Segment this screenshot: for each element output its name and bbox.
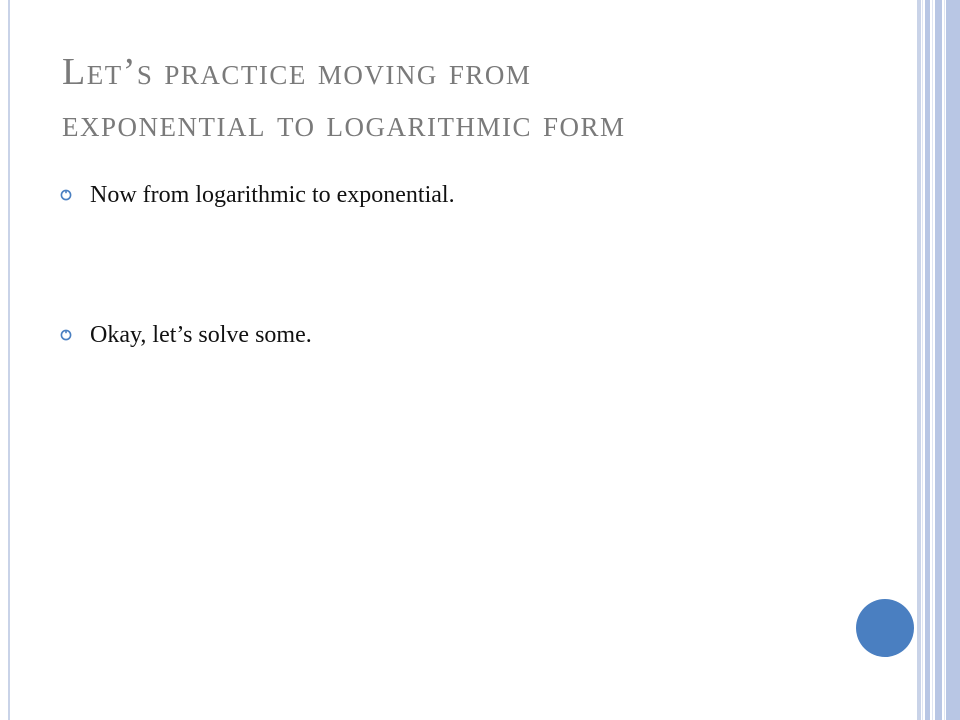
stripe-gap — [932, 0, 933, 720]
slide-title — [62, 46, 882, 150]
slide-title-line-2: exponential to logarithmic form — [62, 103, 626, 145]
bullet-text: Now from logarithmic to exponential. — [90, 182, 455, 208]
bullet-icon — [60, 189, 72, 201]
right-stripe — [917, 0, 921, 720]
accent-circle-icon — [856, 599, 914, 657]
left-frame-line — [8, 0, 10, 720]
bullet-list — [60, 175, 880, 355]
bullet-text: Okay, let’s solve some. — [90, 322, 312, 348]
stripe-gap — [944, 0, 945, 720]
slide-title-line-1: Let’s practice moving from — [62, 51, 532, 93]
bullet-item — [60, 175, 880, 215]
right-stripe — [946, 0, 960, 720]
bullet-item — [60, 315, 880, 355]
right-stripe — [925, 0, 930, 720]
bullet-icon — [60, 329, 72, 341]
stripe-gap — [922, 0, 923, 720]
right-stripe — [935, 0, 942, 720]
